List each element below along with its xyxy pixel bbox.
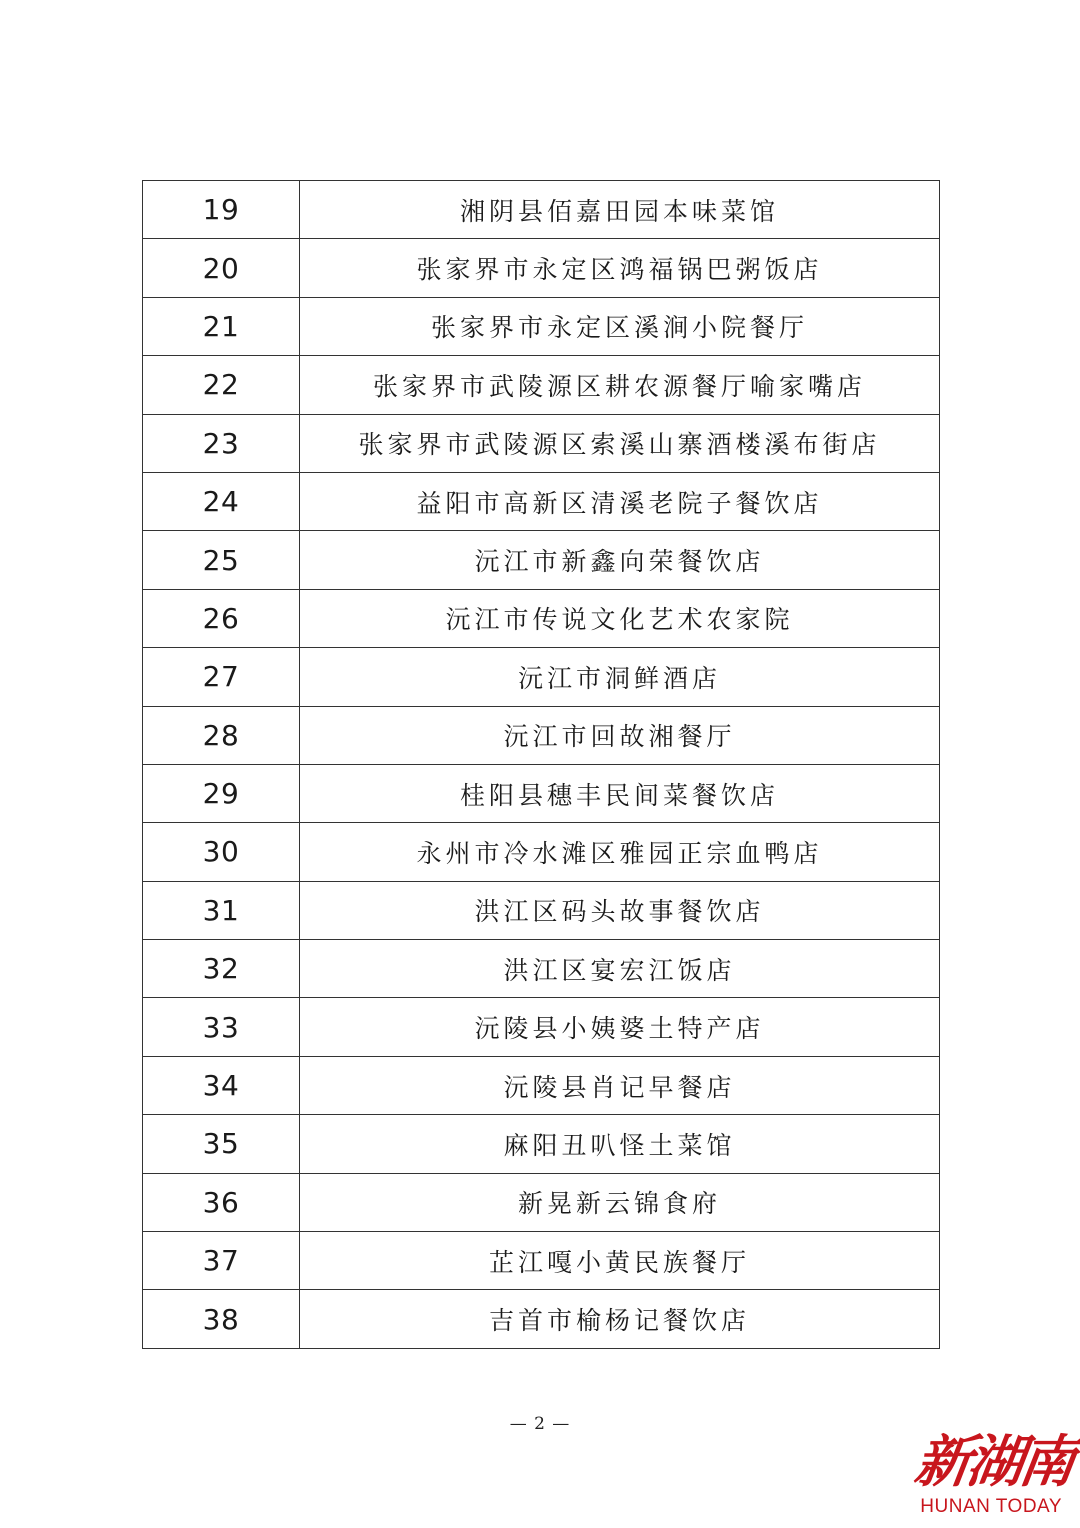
restaurant-name: 沅江市回故湘餐厅 xyxy=(300,706,940,764)
table-row xyxy=(143,181,940,239)
row-number: 35 xyxy=(143,1115,300,1173)
restaurant-name: 益阳市高新区清溪老院子餐饮店 xyxy=(300,472,940,530)
table-row xyxy=(143,940,940,998)
table-row xyxy=(143,589,940,647)
restaurant-name: 沅江市传说文化艺术农家院 xyxy=(300,589,940,647)
restaurant-list-table xyxy=(142,180,940,1349)
row-number: 29 xyxy=(143,764,300,822)
row-number: 27 xyxy=(143,648,300,706)
row-number: 26 xyxy=(143,589,300,647)
row-number: 24 xyxy=(143,472,300,530)
table-row xyxy=(143,531,940,589)
row-number: 34 xyxy=(143,1056,300,1114)
table-row xyxy=(143,414,940,472)
table-row xyxy=(143,881,940,939)
restaurant-name: 麻阳丑叭怪土菜馆 xyxy=(300,1115,940,1173)
table-row xyxy=(143,297,940,355)
row-number: 19 xyxy=(143,181,300,239)
hunan-today-logo xyxy=(900,1418,1077,1524)
table-row xyxy=(143,1056,940,1114)
table-row xyxy=(143,764,940,822)
row-number: 37 xyxy=(143,1232,300,1290)
table-row xyxy=(143,706,940,764)
row-number: 33 xyxy=(143,998,300,1056)
table-row xyxy=(143,1290,940,1348)
restaurant-name: 张家界市武陵源区耕农源餐厅喻家嘴店 xyxy=(300,356,940,414)
table-row xyxy=(143,239,940,297)
row-number: 31 xyxy=(143,881,300,939)
table-row xyxy=(143,1173,940,1231)
table-body xyxy=(143,181,940,1349)
restaurant-name: 张家界市永定区鸿福锅巴粥饭店 xyxy=(300,239,940,297)
restaurant-name: 永州市冷水滩区雅园正宗血鸭店 xyxy=(300,823,940,881)
restaurant-name: 芷江嘎小黄民族餐厅 xyxy=(300,1232,940,1290)
restaurant-name: 洪江区码头故事餐饮店 xyxy=(300,881,940,939)
table-row xyxy=(143,356,940,414)
restaurant-name: 桂阳县穗丰民间菜餐饮店 xyxy=(300,764,940,822)
restaurant-name: 湘阴县佰嘉田园本味菜馆 xyxy=(300,181,940,239)
row-number: 21 xyxy=(143,297,300,355)
table-row xyxy=(143,472,940,530)
table-row xyxy=(143,823,940,881)
row-number: 25 xyxy=(143,531,300,589)
table-row xyxy=(143,1232,940,1290)
restaurant-name: 洪江区宴宏江饭店 xyxy=(300,940,940,998)
page-number: — 2 — xyxy=(509,1414,571,1434)
restaurant-name: 沅陵县肖记早餐店 xyxy=(300,1056,940,1114)
restaurant-name: 新晃新云锦食府 xyxy=(300,1173,940,1231)
row-number: 22 xyxy=(143,356,300,414)
restaurant-name: 吉首市榆杨记餐饮店 xyxy=(300,1290,940,1348)
table-row xyxy=(143,1115,940,1173)
restaurant-name: 沅江市新鑫向荣餐饮店 xyxy=(300,531,940,589)
row-number: 36 xyxy=(143,1173,300,1231)
restaurant-name: 张家界市永定区溪涧小院餐厅 xyxy=(300,297,940,355)
restaurant-name: 沅陵县小姨婆土特产店 xyxy=(300,998,940,1056)
logo-mark: 新湖南 xyxy=(910,1429,1077,1495)
row-number: 32 xyxy=(143,940,300,998)
row-number: 38 xyxy=(143,1290,300,1348)
table-row xyxy=(143,998,940,1056)
row-number: 28 xyxy=(143,706,300,764)
logo-subtitle: HUNAN TODAY xyxy=(920,1496,1062,1517)
restaurant-name: 沅江市洞鲜酒店 xyxy=(300,648,940,706)
row-number: 23 xyxy=(143,414,300,472)
row-number: 20 xyxy=(143,239,300,297)
restaurant-name: 张家界市武陵源区索溪山寨酒楼溪布街店 xyxy=(300,414,940,472)
table-row xyxy=(143,648,940,706)
row-number: 30 xyxy=(143,823,300,881)
